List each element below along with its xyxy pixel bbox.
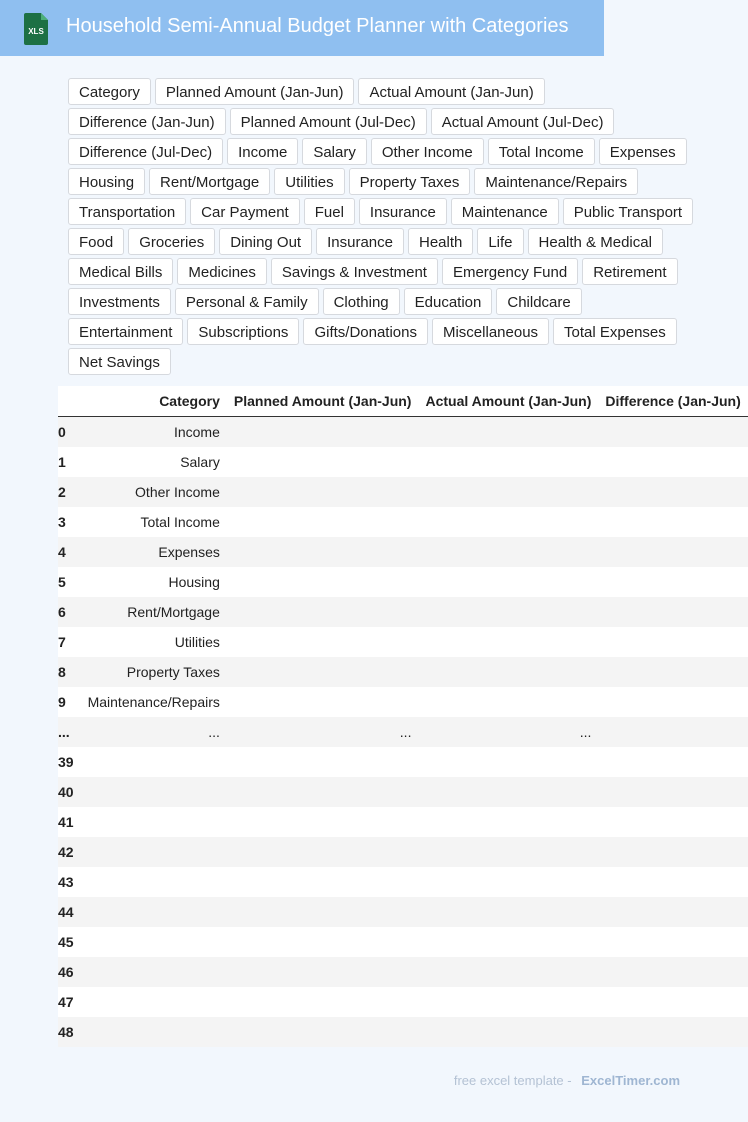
column-chip[interactable]: Fuel [304, 198, 355, 225]
table-cell[interactable] [598, 447, 747, 477]
table-cell[interactable]: Salary [81, 447, 227, 477]
column-header[interactable]: Category [81, 386, 227, 417]
table-cell[interactable] [598, 897, 747, 927]
table-cell[interactable] [81, 807, 227, 837]
table-cell[interactable] [227, 837, 419, 867]
column-chip[interactable]: Emergency Fund [442, 258, 578, 285]
column-chip[interactable]: Miscellaneous [432, 318, 549, 345]
column-chip[interactable]: Actual Amount (Jul-Dec) [431, 108, 615, 135]
column-chip[interactable]: Rent/Mortgage [149, 168, 270, 195]
table-cell[interactable] [227, 507, 419, 537]
table-cell[interactable] [81, 927, 227, 957]
column-chip[interactable]: Difference (Jan-Jun) [68, 108, 226, 135]
row-index: 40 [58, 777, 81, 807]
table-row [58, 957, 748, 987]
table-cell[interactable] [598, 477, 747, 507]
table-cell[interactable] [598, 747, 747, 777]
table-cell[interactable] [227, 627, 419, 657]
table-row [58, 657, 748, 687]
row-index: 4 [58, 537, 81, 567]
column-chip[interactable]: Childcare [496, 288, 581, 315]
table-cell[interactable] [598, 1017, 747, 1047]
footer-credit [454, 1073, 680, 1088]
row-index: 2 [58, 477, 81, 507]
row-index: 0 [58, 417, 81, 448]
row-index: 8 [58, 657, 81, 687]
table-cell[interactable] [81, 747, 227, 777]
table-cell[interactable] [418, 687, 598, 717]
table-cell[interactable]: Maintenance/Repairs [81, 687, 227, 717]
table-row [58, 777, 748, 807]
table-cell[interactable] [418, 837, 598, 867]
table-cell[interactable] [81, 987, 227, 1017]
row-index: 46 [58, 957, 81, 987]
row-index: 7 [58, 627, 81, 657]
column-chip[interactable]: Property Taxes [349, 168, 471, 195]
table-cell[interactable] [598, 777, 747, 807]
table-cell[interactable] [227, 687, 419, 717]
table-cell[interactable] [418, 417, 598, 448]
column-header[interactable]: Actual Amount (Jan-Jun) [418, 386, 598, 417]
table-cell[interactable] [598, 507, 747, 537]
column-chip[interactable]: Housing [68, 168, 145, 195]
table-cell[interactable] [598, 717, 747, 747]
table-cell[interactable] [418, 627, 598, 657]
table-cell[interactable] [418, 777, 598, 807]
table-cell[interactable] [598, 537, 747, 567]
row-index: ... [58, 717, 81, 747]
column-chip[interactable]: Expenses [599, 138, 687, 165]
table-cell[interactable] [598, 987, 747, 1017]
table-cell[interactable] [418, 447, 598, 477]
data-table [58, 386, 748, 1047]
table-cell[interactable] [418, 537, 598, 567]
table-cell[interactable] [227, 987, 419, 1017]
column-chip[interactable]: Education [404, 288, 493, 315]
table-cell[interactable] [227, 1017, 419, 1047]
row-index: 42 [58, 837, 81, 867]
table-body [58, 417, 748, 1048]
table-row [58, 627, 748, 657]
table-row [58, 927, 748, 957]
table-row [58, 597, 748, 627]
table-header-row [58, 386, 748, 417]
row-index: 41 [58, 807, 81, 837]
row-index: 44 [58, 897, 81, 927]
table-cell[interactable]: Income [81, 417, 227, 448]
column-chip[interactable]: Utilities [274, 168, 344, 195]
table-cell[interactable] [227, 807, 419, 837]
table-cell[interactable] [227, 477, 419, 507]
column-chip[interactable]: Salary [302, 138, 367, 165]
row-index: 5 [58, 567, 81, 597]
table-cell[interactable] [227, 957, 419, 987]
column-chip[interactable]: Car Payment [190, 198, 300, 225]
table-cell[interactable] [418, 477, 598, 507]
column-chip[interactable]: Planned Amount (Jan-Jun) [155, 78, 355, 105]
table-cell[interactable] [418, 987, 598, 1017]
table-cell[interactable] [227, 597, 419, 627]
table-cell[interactable] [598, 867, 747, 897]
table-cell[interactable] [227, 867, 419, 897]
column-chip[interactable]: Investments [68, 288, 171, 315]
column-chip[interactable]: Other Income [371, 138, 484, 165]
column-chip[interactable]: Medical Bills [68, 258, 173, 285]
table-cell[interactable]: Expenses [81, 537, 227, 567]
table-cell[interactable] [81, 867, 227, 897]
table-cell[interactable] [418, 957, 598, 987]
column-chip[interactable]: Total Expenses [553, 318, 677, 345]
row-index: 45 [58, 927, 81, 957]
table-cell[interactable] [227, 927, 419, 957]
table-row [58, 987, 748, 1017]
table-row [58, 807, 748, 837]
column-chip[interactable]: Insurance [316, 228, 404, 255]
table-cell[interactable] [598, 927, 747, 957]
column-chip[interactable]: Entertainment [68, 318, 183, 345]
table-cell[interactable] [81, 837, 227, 867]
column-header[interactable] [58, 386, 81, 417]
table-row [58, 717, 748, 747]
column-chip[interactable]: Public Transport [563, 198, 693, 225]
table-cell[interactable] [227, 657, 419, 687]
table-cell[interactable] [227, 447, 419, 477]
table-cell[interactable] [598, 417, 747, 448]
table-row [58, 537, 748, 567]
table-cell[interactable] [598, 597, 747, 627]
page-title: Household Semi-Annual Budget Planner with Categories [66, 15, 569, 37]
column-chip[interactable]: Health [408, 228, 473, 255]
column-chip[interactable]: Maintenance [451, 198, 559, 225]
xls-icon-label: XLS [28, 27, 44, 36]
column-header[interactable]: Difference (Jan-Jun) [598, 386, 747, 417]
column-chip[interactable]: Medicines [177, 258, 267, 285]
column-chip[interactable]: Total Income [488, 138, 595, 165]
table-cell[interactable]: ... [418, 717, 598, 747]
table-cell[interactable]: Rent/Mortgage [81, 597, 227, 627]
table-row [58, 897, 748, 927]
table-cell[interactable] [598, 657, 747, 687]
table-cell[interactable] [598, 567, 747, 597]
table-row [58, 567, 748, 597]
column-chip[interactable]: Actual Amount (Jan-Jun) [358, 78, 544, 105]
column-chip[interactable]: Transportation [68, 198, 186, 225]
column-chip[interactable]: Retirement [582, 258, 677, 285]
page-header [0, 0, 604, 56]
table-cell[interactable] [418, 1017, 598, 1047]
row-index: 3 [58, 507, 81, 537]
table-cell[interactable] [81, 897, 227, 927]
table-row [58, 447, 748, 477]
column-chip[interactable]: Subscriptions [187, 318, 299, 345]
table-cell[interactable] [227, 537, 419, 567]
footer-brand-link[interactable]: ExcelTimer.com [581, 1073, 680, 1088]
table-row [58, 507, 748, 537]
table-cell[interactable]: ... [81, 717, 227, 747]
table-cell[interactable] [227, 897, 419, 927]
row-index: 6 [58, 597, 81, 627]
row-index: 47 [58, 987, 81, 1017]
table-cell[interactable] [81, 957, 227, 987]
table-cell[interactable] [598, 957, 747, 987]
table-row [58, 417, 748, 448]
row-index: 48 [58, 1017, 81, 1047]
row-index: 1 [58, 447, 81, 477]
column-chip-list [68, 78, 698, 375]
table-cell[interactable]: Utilities [81, 627, 227, 657]
column-chip[interactable]: Income [227, 138, 298, 165]
column-chip[interactable]: Planned Amount (Jul-Dec) [230, 108, 427, 135]
table-cell[interactable] [418, 597, 598, 627]
column-chip[interactable]: Category [68, 78, 151, 105]
table-row [58, 867, 748, 897]
column-chip[interactable]: Personal & Family [175, 288, 319, 315]
table-cell[interactable]: ... [227, 717, 419, 747]
column-chip[interactable]: Clothing [323, 288, 400, 315]
table-cell[interactable]: Property Taxes [81, 657, 227, 687]
table-row [58, 747, 748, 777]
data-table-container[interactable] [58, 386, 741, 1047]
table-cell[interactable] [227, 567, 419, 597]
table-cell[interactable] [598, 627, 747, 657]
table-cell[interactable] [418, 747, 598, 777]
column-chip[interactable]: Gifts/Donations [303, 318, 428, 345]
table-cell[interactable] [418, 927, 598, 957]
column-chip[interactable]: Health & Medical [528, 228, 663, 255]
column-header[interactable]: Planned Amount (Jan-Jun) [227, 386, 419, 417]
table-cell[interactable] [598, 807, 747, 837]
column-chip[interactable]: Groceries [128, 228, 215, 255]
table-cell[interactable] [81, 777, 227, 807]
excel-file-icon [21, 13, 51, 45]
table-cell[interactable] [418, 897, 598, 927]
table-cell[interactable] [227, 417, 419, 448]
table-row [58, 1017, 748, 1047]
column-chip[interactable]: Difference (Jul-Dec) [68, 138, 223, 165]
column-chip[interactable]: Food [68, 228, 124, 255]
row-index: 39 [58, 747, 81, 777]
table-cell[interactable] [418, 807, 598, 837]
column-chip[interactable]: Life [477, 228, 523, 255]
row-index: 9 [58, 687, 81, 717]
table-cell[interactable]: Housing [81, 567, 227, 597]
table-cell[interactable] [418, 507, 598, 537]
column-chip[interactable]: Maintenance/Repairs [474, 168, 638, 195]
table-cell[interactable] [227, 747, 419, 777]
footer-free-text: free excel template - [453, 1073, 572, 1088]
table-cell[interactable] [81, 1017, 227, 1047]
table-cell[interactable] [418, 657, 598, 687]
table-row [58, 477, 748, 507]
table-cell[interactable]: Total Income [81, 507, 227, 537]
row-index: 43 [58, 867, 81, 897]
table-cell[interactable] [598, 837, 747, 867]
table-cell[interactable] [418, 867, 598, 897]
column-chip[interactable]: Insurance [359, 198, 447, 225]
column-chip[interactable]: Savings & Investment [271, 258, 438, 285]
table-row [58, 687, 748, 717]
column-chip[interactable]: Dining Out [219, 228, 312, 255]
table-row [58, 837, 748, 867]
table-cell[interactable] [227, 777, 419, 807]
table-cell[interactable] [418, 567, 598, 597]
table-cell[interactable] [598, 687, 747, 717]
table-cell[interactable]: Other Income [81, 477, 227, 507]
column-chip[interactable]: Net Savings [68, 348, 171, 375]
